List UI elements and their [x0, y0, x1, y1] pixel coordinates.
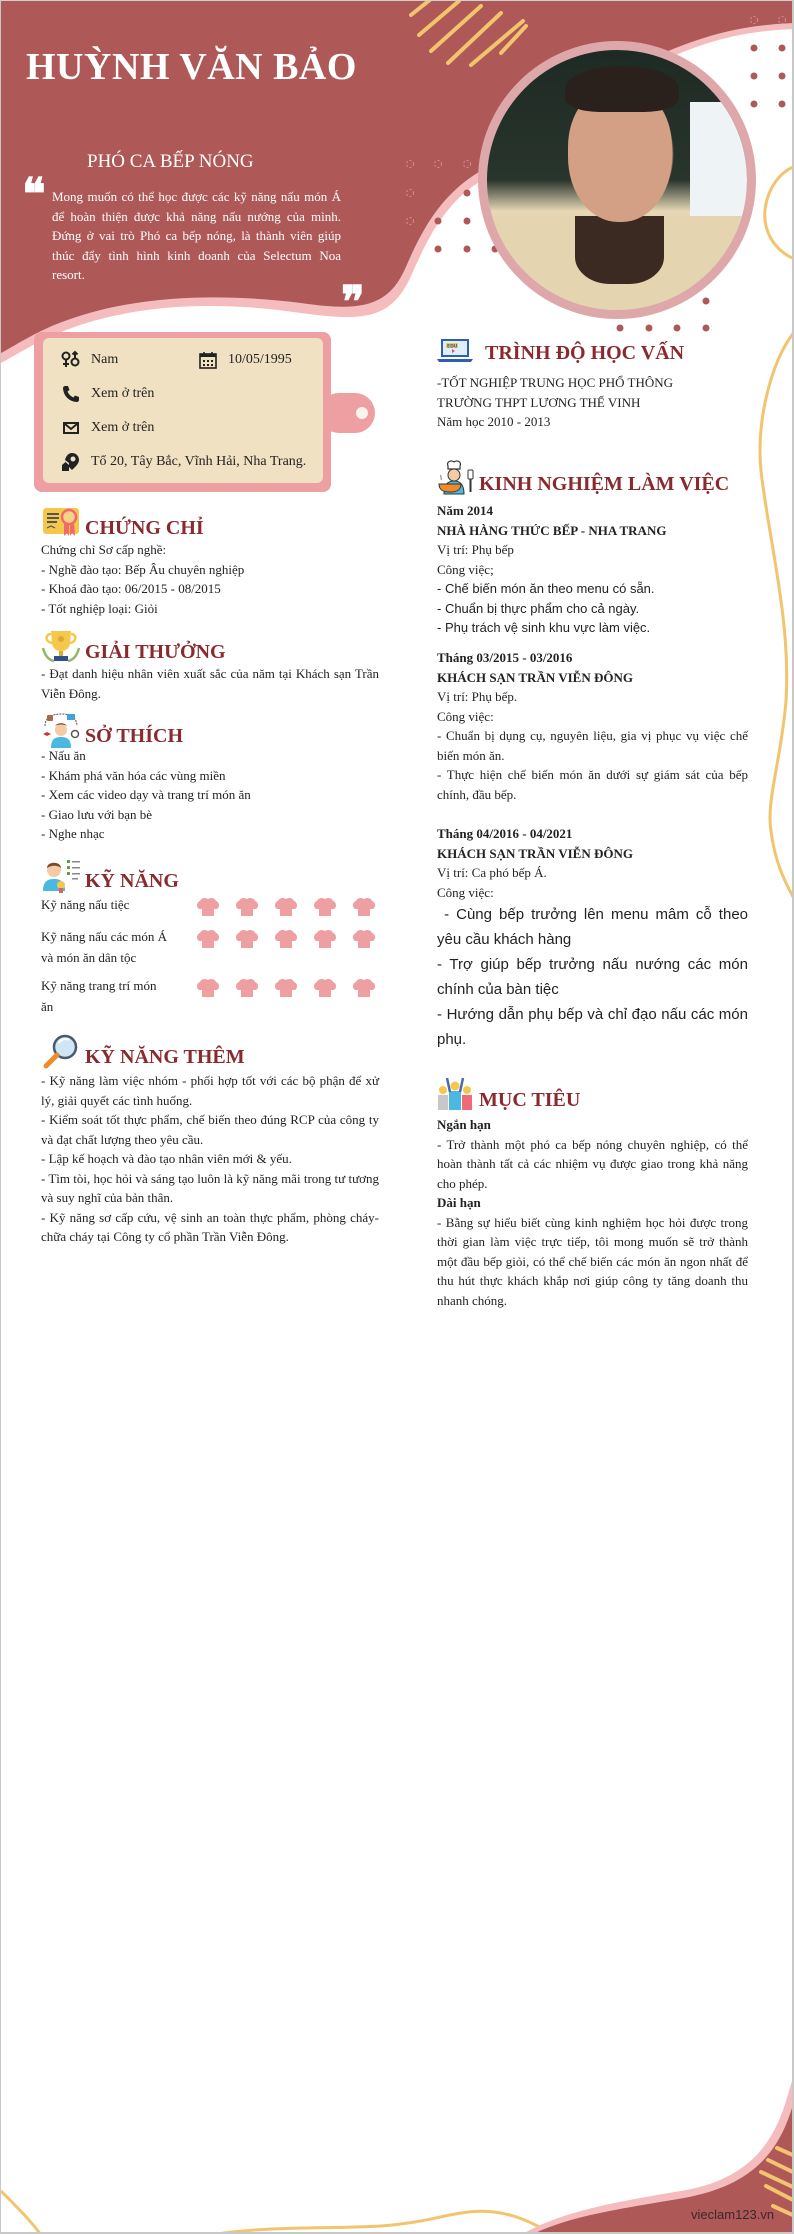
- awards-content: - Đạt danh hiệu nhân viên xuất sắc của năm tại Khách sạn Trần Viễn Đông.: [41, 666, 379, 701]
- chef-hat-icon: [196, 978, 220, 998]
- education-degree: -TỐT NGHIỆP TRUNG HỌC PHỔ THÔNG: [437, 375, 674, 390]
- section-title-education: [437, 335, 684, 365]
- chef-hat-icon: [235, 978, 259, 998]
- job-duties-label: Công việc:: [437, 884, 494, 900]
- mail-icon: [61, 418, 81, 438]
- skill-label: Kỹ năng trang trí món ăn: [41, 978, 157, 1014]
- contact-phone: [61, 384, 154, 404]
- goals-content: [437, 1115, 748, 1310]
- job-duties-label: Công việc:: [437, 708, 494, 724]
- job-duty: - Chế biến món ăn theo menu có sẵn.: [437, 581, 655, 596]
- chef-hat-icon: [352, 929, 376, 949]
- job-company: NHÀ HÀNG THỨC BẾP - NHA TRANG: [437, 522, 667, 538]
- job-duty: - Chuẩn bị thực phẩm cho cả ngày.: [437, 600, 640, 616]
- experience-title: KINH NGHIỆM LÀM VIỆC: [479, 473, 730, 495]
- job-title: PHÓ CA BẾP NÓNG: [87, 151, 254, 172]
- phone-value: Xem ở trên: [91, 386, 155, 401]
- gender-icon: [61, 350, 81, 370]
- chef-hat-icon: [313, 897, 337, 917]
- calendar-icon: [198, 350, 218, 370]
- profile-photo: [478, 41, 756, 319]
- job-company: KHÁCH SẠN TRẦN VIỄN ĐÔNG: [437, 845, 633, 861]
- education-title: TRÌNH ĐỘ HỌC VẤN: [485, 342, 685, 364]
- trophy-icon: [41, 628, 81, 664]
- chef-hat-icon: [235, 929, 259, 949]
- hobby-item: - Nấu ăn: [41, 748, 86, 763]
- chef-hat-icon: [313, 978, 337, 998]
- chef-hat-icon: [352, 897, 376, 917]
- job-duty: - Chuẩn bị dụng cụ, nguyên liệu, gia vị phục vụ việc chế biến món ăn.: [437, 728, 748, 763]
- job-duty: - Hướng dẫn phụ bếp và chỉ đạo nấu các món phụ.: [437, 1006, 748, 1048]
- svg-text:EDU: EDU: [447, 344, 458, 350]
- certificate-line: - Nghề đào tạo: Bếp Âu chuyên nghiệp: [41, 561, 245, 577]
- goal-long-text: - Bằng sự hiểu biết cùng kinh nghiệm học hỏi được trong thời gian làm việc trực tiếp, tôi mong muốn sẽ trở thành một đầu bếp giỏi, có thể chế biến các món ăn ngon nhất để thu hút thực khách khắp nơi giúp công ty tăng doanh thu nhanh chóng.: [437, 1214, 748, 1308]
- team-goal-icon: [437, 1076, 473, 1112]
- education-content: [437, 373, 748, 432]
- goals-title: MỤC TIÊU: [479, 1089, 581, 1111]
- skill-rating: [196, 978, 376, 998]
- job-position: Vị trí: Phụ bếp: [437, 542, 514, 557]
- certificate-line: Chứng chỉ Sơ cấp nghề:: [41, 542, 167, 557]
- chef-hat-icon: [352, 978, 376, 998]
- job-period: Tháng 03/2015 - 03/2016: [437, 650, 573, 665]
- edu-laptop-icon: [437, 335, 473, 365]
- experience-job: [437, 501, 748, 638]
- education-school: TRƯỜNG THPT LƯƠNG THẾ VINH: [437, 394, 641, 410]
- skill-row: [41, 894, 386, 918]
- extra-skills-content: [41, 1071, 379, 1247]
- job-position: Vị trí: Phụ bếp.: [437, 689, 518, 704]
- profile-photo-image: [487, 50, 747, 310]
- certificate-line: - Tốt nghiệp loại: Giỏi: [41, 600, 158, 616]
- magnifier-icon: [41, 1033, 81, 1069]
- hobby-item: - Nghe nhạc: [41, 826, 105, 841]
- extra-skill-item: - Kiểm soát tốt thực phẩm, chế biến theo đúng RCP của công ty và đạt chất lượng theo yêu cầu.: [41, 1112, 379, 1147]
- section-title-experience: [437, 460, 729, 496]
- extra-skill-item: - Kỹ năng sơ cấp cứu, vệ sinh an toàn thực phẩm, phòng cháy- chữa cháy tại Công ty cổ phần Trần Viễn Đông.: [41, 1209, 379, 1244]
- hobbies-title: SỞ THÍCH: [85, 725, 183, 747]
- career-objective: Mong muốn có thể học được các kỹ năng nấu món Á để hoàn thiện được khả năng nấu nướng của mình. Đứng ở vai trò Phó ca bếp nóng, là thành viên giúp thúc đẩy tình hình kinh doanh của Selectum Noa resort.: [52, 189, 341, 282]
- chef-hat-icon: [274, 897, 298, 917]
- goal-short-label: Ngắn hạn: [437, 1117, 491, 1132]
- watermark: vieclam123.vn: [691, 2207, 775, 2222]
- extra-skill-item: - Kỹ năng làm việc nhóm - phối hợp tốt với các bộ phận để xử lý, giải quyết các tình huống.: [41, 1073, 379, 1108]
- skill-label: Kỹ năng nấu tiệc: [41, 897, 130, 912]
- section-title-goals: [437, 1076, 580, 1112]
- gender-value: Nam: [91, 352, 119, 367]
- extra-skills-title: KỸ NĂNG THÊM: [85, 1046, 245, 1068]
- job-duties-label: Công việc;: [437, 561, 494, 577]
- skill-rating: [196, 897, 376, 917]
- job-position: Vị trí: Ca phó bếp Á.: [437, 865, 547, 880]
- job-duty: - Phụ trách vệ sinh khu vực làm việc.: [437, 620, 651, 635]
- section-title-extra-skills: [41, 1033, 245, 1069]
- certificates-content: [41, 540, 379, 618]
- contact-gender: [61, 350, 118, 370]
- candidate-name: HUỲNH VĂN BẢO: [26, 46, 357, 88]
- skills-person-icon: [41, 857, 81, 893]
- section-title-certificates: [41, 504, 204, 540]
- skill-rating: [196, 929, 376, 949]
- certificate-line: - Khoá đào tạo: 06/2015 - 08/2015: [41, 581, 221, 596]
- job-period: Tháng 04/2016 - 04/2021: [437, 826, 573, 841]
- job-duty: - Thực hiện chế biến món ăn dưới sự giám sát của bếp chính, đầu bếp.: [437, 767, 748, 802]
- hobby-item: - Xem các video dạy và trang trí món ăn: [41, 787, 251, 802]
- quote-close-icon: ❞: [341, 277, 365, 328]
- chef-hat-icon: [196, 897, 220, 917]
- hobby-person-icon: [41, 712, 81, 748]
- skills-title: KỸ NĂNG: [85, 870, 179, 892]
- section-title-awards: [41, 628, 226, 664]
- skill-label: Kỹ năng nấu các món Á và món ăn dân tộc: [41, 929, 167, 965]
- hobby-item: - Giao lưu với bạn bè: [41, 806, 153, 822]
- extra-skill-item: - Lập kế hoạch và đào tạo nhân viên mới & yếu.: [41, 1151, 292, 1166]
- chef-hat-icon: [274, 929, 298, 949]
- chef-hat-icon: [274, 978, 298, 998]
- section-title-hobbies: [41, 712, 183, 748]
- experience-job: [437, 824, 753, 1052]
- certificates-title: CHỨNG CHỈ: [85, 517, 204, 539]
- job-duty: - Trợ giúp bếp trưởng nấu nướng các món chính của bàn tiệc: [437, 956, 748, 998]
- extra-skill-item: - Tìm tòi, học hỏi và sáng tạo luôn là kỹ năng mãi trong tư tương và suy nghĩ của bản thân.: [41, 1170, 379, 1205]
- birthday-value: 10/05/1995: [228, 352, 292, 367]
- experience-job: [437, 648, 748, 804]
- chef-hat-icon: [196, 929, 220, 949]
- job-company: KHÁCH SẠN TRẦN VIỄN ĐÔNG: [437, 669, 633, 685]
- chef-hat-icon: [235, 897, 259, 917]
- quote-open-icon: ❝: [22, 169, 46, 220]
- goal-long-label: Dài hạn: [437, 1195, 481, 1210]
- address-value: Tổ 20, Tây Bắc, Vĩnh Hải, Nha Trang.: [91, 454, 307, 469]
- skill-row: [41, 926, 386, 970]
- contact-email: [61, 418, 154, 438]
- awards-title: GIẢI THƯỞNG: [85, 641, 226, 663]
- certificate-icon: [41, 504, 81, 540]
- job-duty: - Cùng bếp trưởng lên menu mâm cỗ theo yêu cầu khách hàng: [437, 906, 753, 948]
- contact-birthday: [198, 350, 292, 370]
- email-value: Xem ở trên: [91, 420, 155, 435]
- hobbies-content: [41, 746, 379, 844]
- hobby-item: - Khám phá văn hóa các vùng miền: [41, 767, 226, 783]
- section-title-skills: [41, 857, 179, 893]
- contact-address: [61, 452, 306, 472]
- location-icon: [61, 452, 81, 472]
- education-years: Năm học 2010 - 2013: [437, 414, 551, 429]
- skill-row: [41, 975, 386, 1019]
- chef-cooking-icon: [437, 460, 475, 496]
- phone-icon: [61, 384, 81, 404]
- goal-short-text: - Trở thành một phó ca bếp nóng chuyên nghiệp, có thể hoàn thành tất cả các nhiệm vụ được giao trong khả năng cho phép.: [437, 1136, 748, 1191]
- contact-board-hole: [356, 407, 368, 419]
- chef-hat-icon: [313, 929, 337, 949]
- job-period: Năm 2014: [437, 503, 493, 518]
